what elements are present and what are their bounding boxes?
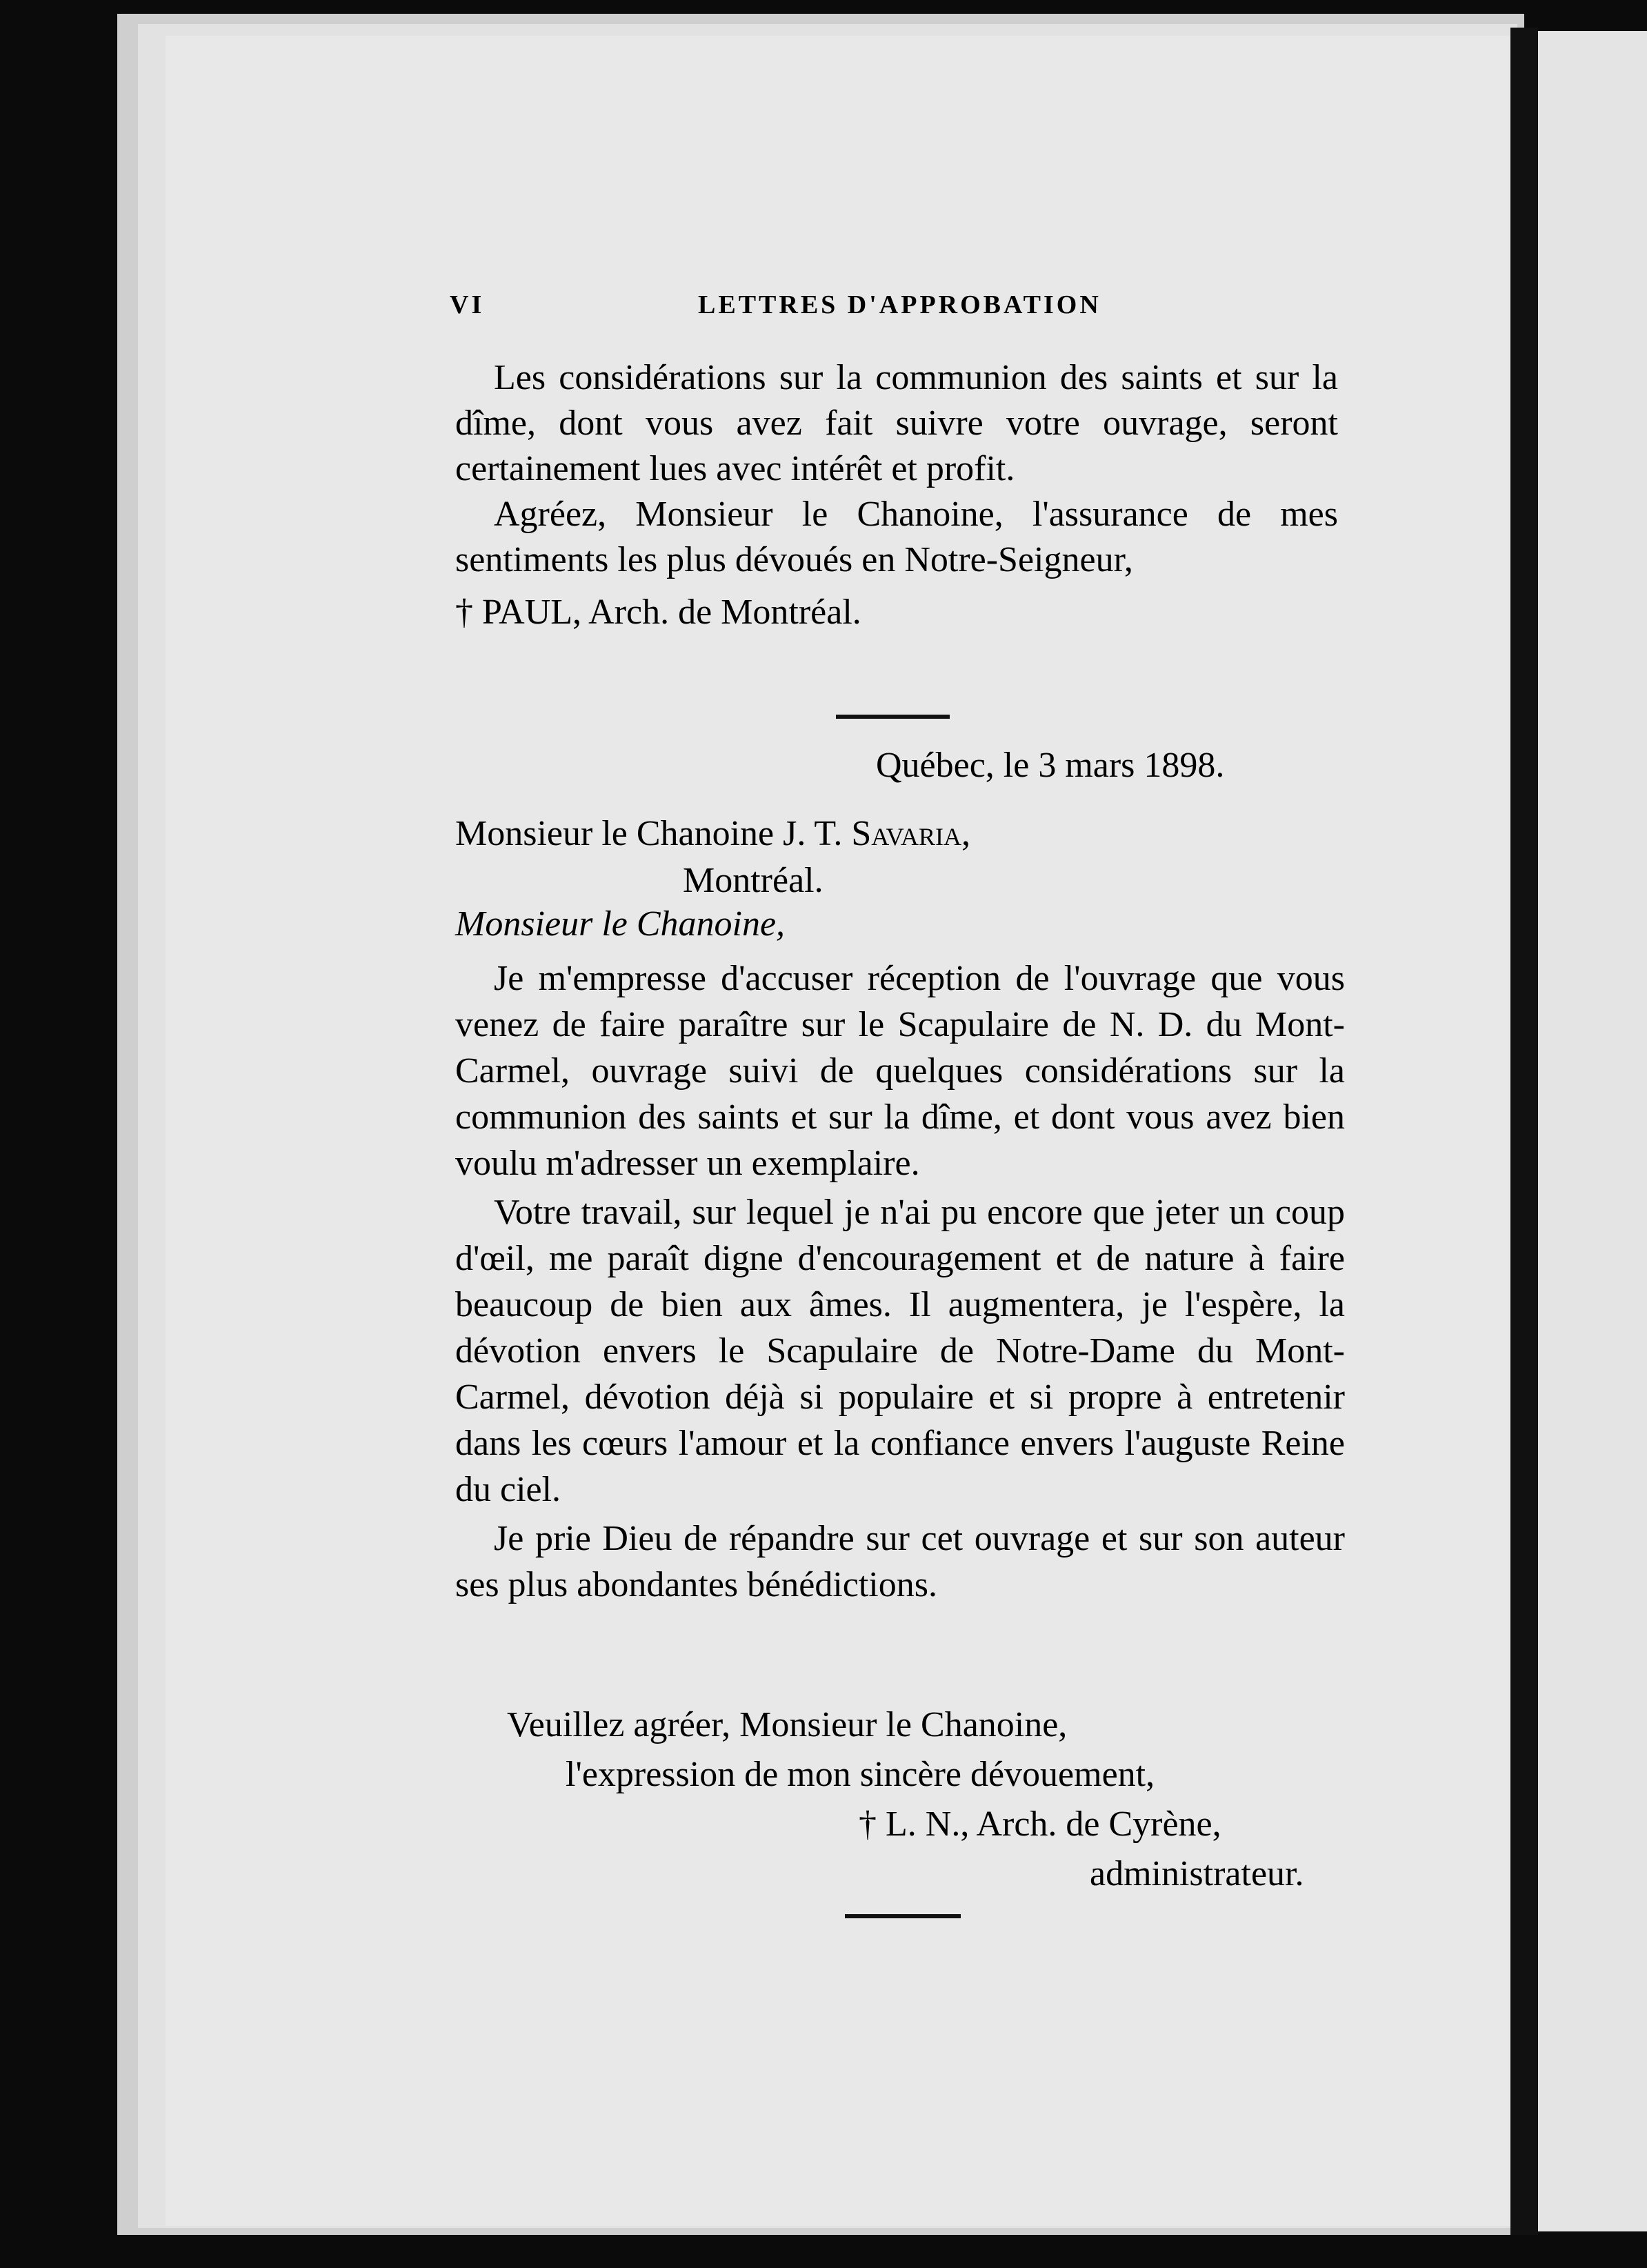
recipient-prefix: Monsieur le Chanoine J. T. bbox=[455, 814, 852, 853]
closing-line-2: l'expression de mon sincère dévouement, bbox=[566, 1755, 1155, 1794]
page-header bbox=[450, 290, 1346, 331]
letter-2-salutation: Monsieur le Chanoine, bbox=[455, 904, 786, 944]
closing-line-1: Veuillez agréer, Monsieur le Chanoine, bbox=[507, 1705, 1068, 1744]
end-divider bbox=[845, 1914, 961, 1918]
letter-2-paragraph: Je m'empresse d'accuser réception de l'ouvrage que vous venez de faire paraître sur le Scapulaire de N. D. du Mont-Carmel, ouvrage suivi de quelques considérations sur la communion des saints et sur la dîme, et dont vous avez bien voulu m'adresser un exemplaire. bbox=[455, 959, 1345, 1183]
letter-2-paragraph: Votre travail, sur lequel je n'ai pu encore que jeter un coup d'œil, me paraît digne d'encouragement et de nature à faire beaucoup de bien aux âmes. Il augmentera, je l'espère, la dévotion envers le Scapulaire de Notre-Dame du Mont-Carmel, dévotion déjà si populaire et si propre à entretenir dans les cœurs l'amour et la confiance envers l'auguste Reine du ciel. bbox=[455, 1193, 1345, 1509]
facing-page-edge bbox=[1538, 31, 1647, 2231]
letter-2-closing bbox=[455, 1700, 1345, 1899]
letter-1-body bbox=[455, 355, 1338, 635]
letter-2-date: Québec, le 3 mars 1898. bbox=[876, 746, 1225, 785]
letter-2-signature: † L. N., Arch. de Cyrène, bbox=[859, 1804, 1221, 1844]
letter-1-paragraph: Agréez, Monsieur le Chanoine, l'assurance de mes sentiments les plus dévoués en Notre-Seigneur, bbox=[455, 495, 1338, 579]
letter-2-paragraph: Je prie Dieu de répandre sur cet ouvrage et sur son auteur ses plus abondantes bénédictions. bbox=[455, 1519, 1345, 1604]
book-gutter bbox=[1510, 28, 1538, 2235]
signature-title: administrateur. bbox=[1090, 1854, 1304, 1893]
page-number: VI bbox=[450, 290, 485, 319]
recipient-city: Montréal. bbox=[683, 861, 824, 900]
letter-2-address bbox=[455, 810, 970, 904]
section-divider bbox=[836, 715, 950, 719]
letter-1-paragraph: Les considérations sur la communion des saints et sur la dîme, dont vous avez fait suivre votre ouvrage, seront certainement lues avec intérêt et profit. bbox=[455, 358, 1338, 488]
running-title: LETTRES D'APPROBATION bbox=[698, 290, 1101, 319]
letter-2-body bbox=[455, 955, 1345, 1608]
letter-1-signature: † PAUL, Arch. de Montréal. bbox=[455, 593, 861, 632]
recipient-name: Savaria, bbox=[851, 814, 970, 853]
